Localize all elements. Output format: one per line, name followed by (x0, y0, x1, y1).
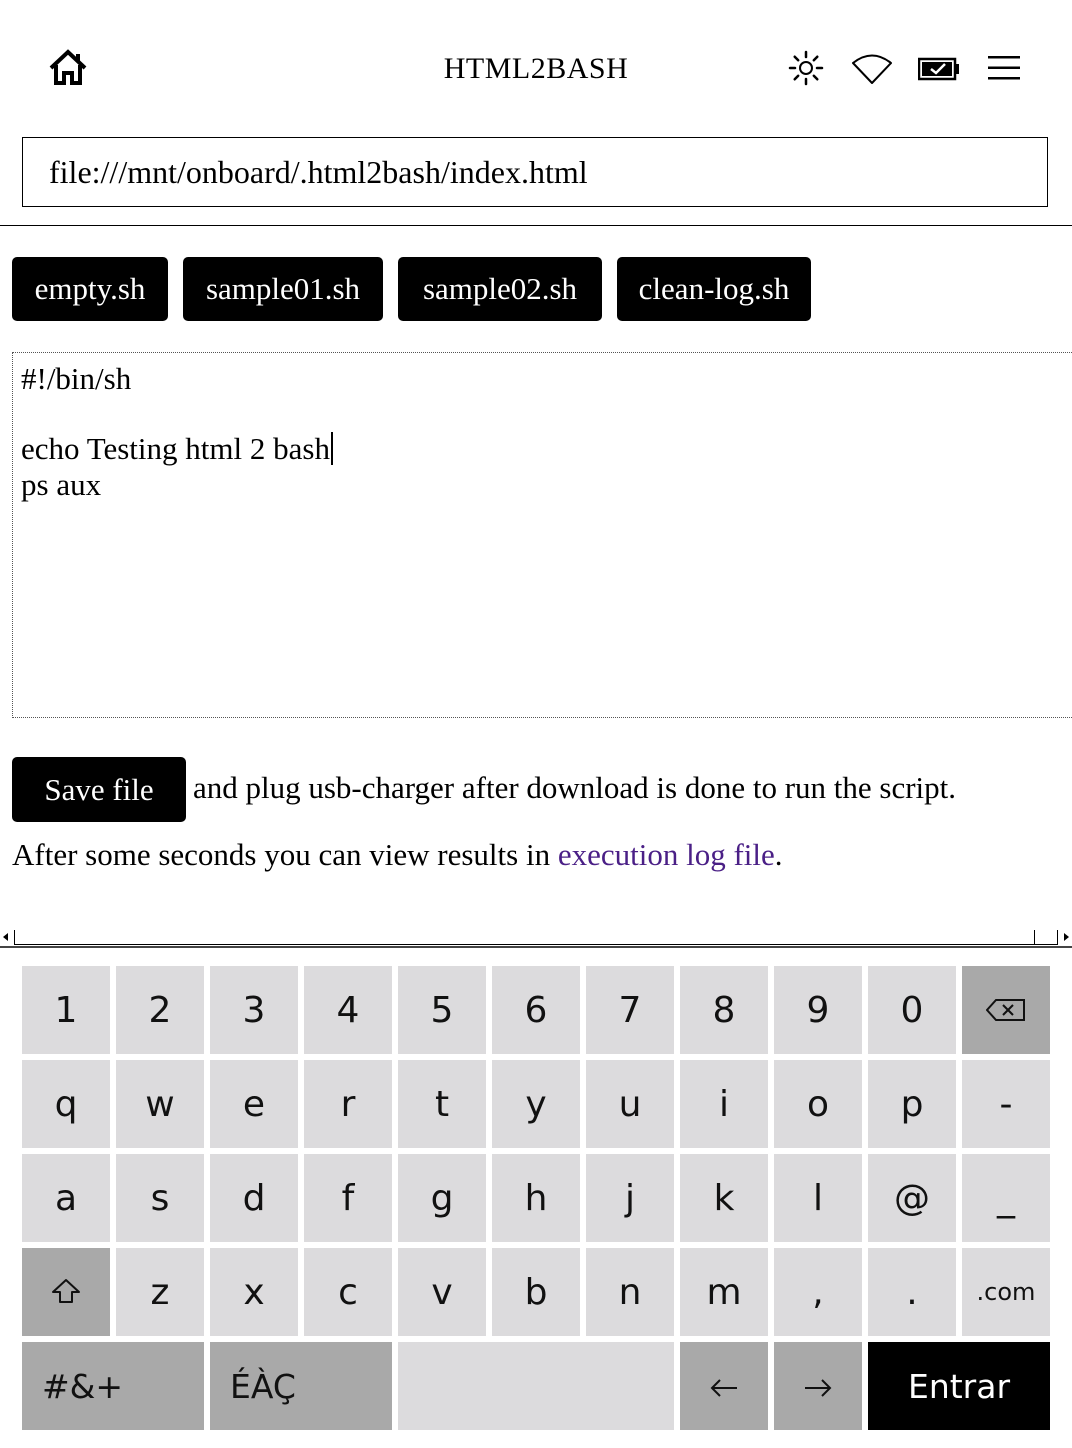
key-q[interactable]: q (22, 1060, 110, 1148)
wifi-icon[interactable] (851, 52, 893, 91)
key-e[interactable]: e (210, 1060, 298, 1148)
arrow-right-icon (803, 1366, 833, 1407)
backspace-icon (986, 990, 1026, 1031)
key-at[interactable]: @ (868, 1154, 956, 1242)
backspace-key[interactable] (962, 966, 1050, 1054)
key-z[interactable]: z (116, 1248, 204, 1336)
text-caret (331, 432, 333, 465)
info-text: After some seconds you can view results in execution log file. (12, 837, 783, 872)
save-instruction: and plug usb-charger after download is done to run the script. (193, 770, 957, 805)
key-i[interactable]: i (680, 1060, 768, 1148)
space-key[interactable] (398, 1342, 674, 1430)
clean-log-sh-button[interactable]: clean-log.sh (617, 257, 811, 321)
key-hyphen[interactable]: - (962, 1060, 1050, 1148)
on-screen-keyboard (0, 948, 1072, 1448)
key-y[interactable]: y (492, 1060, 580, 1148)
scroll-left-icon[interactable] (3, 933, 8, 941)
status-bar (0, 0, 1072, 136)
key-3[interactable]: 3 (210, 966, 298, 1054)
save-file-button[interactable]: Save file (12, 757, 186, 822)
key-0[interactable]: 0 (868, 966, 956, 1054)
menu-icon[interactable] (988, 55, 1020, 86)
battery-icon[interactable] (918, 56, 960, 87)
key-u[interactable]: u (586, 1060, 674, 1148)
key-4[interactable]: 4 (304, 966, 392, 1054)
editor-line: ps aux (21, 467, 102, 502)
url-input[interactable]: file:///mnt/onboard/.html2bash/index.html (22, 137, 1048, 207)
key-comma[interactable]: , (774, 1248, 862, 1336)
key-2[interactable]: 2 (116, 966, 204, 1054)
key-k[interactable]: k (680, 1154, 768, 1242)
accents-key[interactable]: ÉÀÇ (210, 1342, 392, 1430)
horizontal-scrollbar[interactable] (0, 928, 1072, 946)
key-period[interactable]: . (868, 1248, 956, 1336)
key-a[interactable]: a (22, 1154, 110, 1242)
symbols-key[interactable]: #&+ (22, 1342, 204, 1430)
key-f[interactable]: f (304, 1154, 392, 1242)
divider (0, 225, 1072, 226)
key-l[interactable]: l (774, 1154, 862, 1242)
sample02-sh-button[interactable]: sample02.sh (398, 257, 602, 321)
key-b[interactable]: b (492, 1248, 580, 1336)
script-editor[interactable] (12, 352, 1072, 718)
enter-key[interactable]: Entrar (868, 1342, 1050, 1430)
key-r[interactable]: r (304, 1060, 392, 1148)
editor-line (21, 397, 1072, 431)
key-n[interactable]: n (586, 1248, 674, 1336)
execution-log-link[interactable]: execution log file (557, 837, 775, 872)
key-underscore[interactable]: _ (962, 1154, 1050, 1242)
key-1[interactable]: 1 (22, 966, 110, 1054)
key-p[interactable]: p (868, 1060, 956, 1148)
shift-key[interactable] (22, 1248, 110, 1336)
key-d[interactable]: d (210, 1154, 298, 1242)
key-5[interactable]: 5 (398, 966, 486, 1054)
key-t[interactable]: t (398, 1060, 486, 1148)
key-v[interactable]: v (398, 1248, 486, 1336)
empty-sh-button[interactable]: empty.sh (12, 257, 168, 321)
key-9[interactable]: 9 (774, 966, 862, 1054)
key-c[interactable]: c (304, 1248, 392, 1336)
key-7[interactable]: 7 (586, 966, 674, 1054)
arrow-left-icon (709, 1366, 739, 1407)
key-g[interactable]: g (398, 1154, 486, 1242)
key-m[interactable]: m (680, 1248, 768, 1336)
key-dotcom[interactable]: .com (962, 1248, 1050, 1336)
key-o[interactable]: o (774, 1060, 862, 1148)
scroll-track[interactable] (14, 944, 1058, 945)
key-w[interactable]: w (116, 1060, 204, 1148)
key-x[interactable]: x (210, 1248, 298, 1336)
shift-icon (51, 1272, 81, 1313)
cursor-right-key[interactable] (774, 1342, 862, 1430)
editor-line: #!/bin/sh (21, 361, 132, 396)
key-j[interactable]: j (586, 1154, 674, 1242)
key-h[interactable]: h (492, 1154, 580, 1242)
cursor-left-key[interactable] (680, 1342, 768, 1430)
brightness-icon[interactable] (788, 50, 824, 91)
editor-line: echo Testing html 2 bash (21, 431, 1072, 467)
sample01-sh-button[interactable]: sample01.sh (183, 257, 383, 321)
key-6[interactable]: 6 (492, 966, 580, 1054)
app-title: HTML2BASH (443, 52, 629, 85)
key-s[interactable]: s (116, 1154, 204, 1242)
scroll-right-icon[interactable] (1064, 933, 1069, 941)
key-8[interactable]: 8 (680, 966, 768, 1054)
